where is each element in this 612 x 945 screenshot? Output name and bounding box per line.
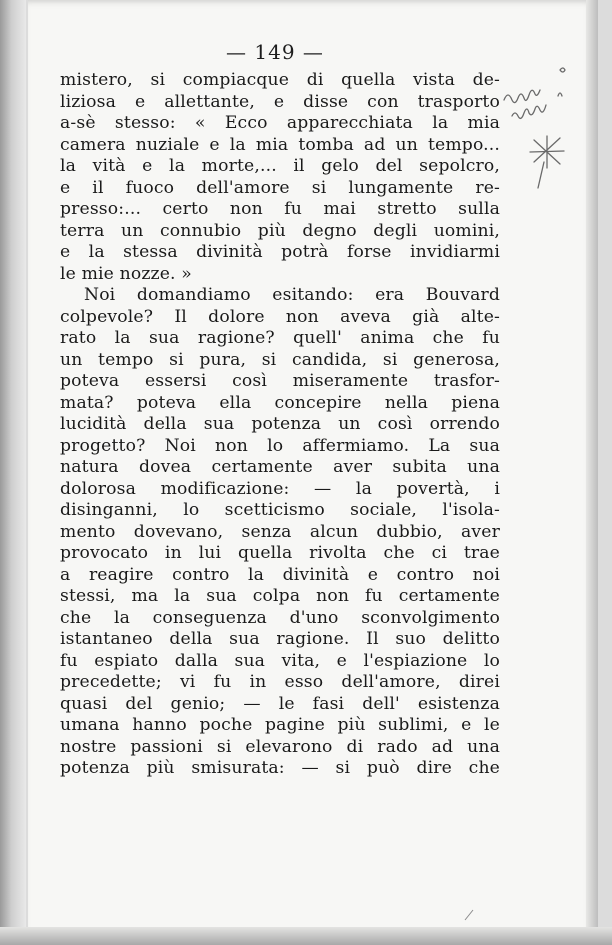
text-line: natura dovea certamente aver subita una: [60, 457, 500, 477]
text-line: lucidità della sua potenza un così orrendo: [60, 414, 500, 434]
text-line: precedette; vi fu in esso dell'amore, direi: [60, 672, 500, 692]
text-line: liziosa e allettante, e disse con trasporto: [60, 91, 500, 112]
text-line: un tempo si pura, si candida, si generosa,: [60, 349, 500, 370]
text-line: le mie nozze. »: [60, 263, 192, 284]
page-number: — 149 —: [226, 40, 324, 64]
text-line: e la stessa divinità potrà forse invidiarmi: [60, 242, 500, 262]
book-spine-shadow: [0, 0, 26, 945]
page-bottom-edge: [0, 927, 612, 945]
text-line: camera nuziale e la mia tomba ad un tempo...: [60, 134, 500, 155]
text-line: e il fuoco dell'amore si lungamente re-: [60, 177, 500, 198]
text-line: a reagire contro la divinità e contro noi: [60, 564, 500, 585]
text-line: la vità e la morte,... il gelo del sepolcro,: [60, 156, 500, 176]
text-line: dolorosa modificazione: — la povertà, i: [60, 478, 500, 499]
handwritten-margin-note: [500, 58, 600, 198]
text-line: presso:... certo non fu mai stretto sulla: [60, 199, 500, 219]
body-text: [60, 70, 500, 780]
text-line: nostre passioni si elevarono di rado ad una: [60, 736, 500, 757]
text-line: progetto? Noi non lo affermiamo. La sua: [60, 435, 500, 456]
text-line: che la conseguenza d'uno sconvolgimento: [60, 607, 500, 628]
text-line: mento dovevano, senza alcun dubbio, aver: [60, 521, 500, 542]
text-line: Noi domandiamo esitando: era Bouvard: [84, 285, 500, 305]
text-line: istantaneo della sua ragione. Il suo delitto: [60, 629, 500, 649]
text-line: provocato in lui quella rivolta che ci trae: [60, 543, 500, 563]
text-line: mata? poteva ella concepire nella piena: [60, 392, 500, 413]
text-line: potenza più smisurata: — si può dire che: [60, 758, 500, 778]
text-line: stessi, ma la sua colpa non fu certamente: [60, 586, 500, 606]
pencil-annotation-icon: [500, 58, 600, 198]
text-line: umana hanno poche pagine più sublimi, e le: [60, 715, 500, 735]
text-line: fu espiato dalla sua vita, e l'espiazione lo: [60, 650, 500, 671]
text-line: terra un connubio più degno degli uomini,: [60, 220, 500, 241]
text-line: mistero, si compiacque di quella vista de-: [60, 70, 500, 90]
text-line: quasi del genio; — le fasi dell' esistenza: [60, 693, 500, 714]
text-line: rato la sua ragione? quell' anima che fu: [60, 328, 500, 348]
text-line: disinganni, lo scetticismo sociale, l'isola-: [60, 500, 500, 520]
text-line: poteva essersi così miseramente trasfor-: [60, 371, 500, 391]
text-line: a-sè stesso: « Ecco apparecchiata la mia: [60, 113, 500, 133]
pencil-mark-icon: [462, 908, 476, 922]
text-line: colpevole? Il dolore non aveva già alte-: [60, 306, 500, 327]
